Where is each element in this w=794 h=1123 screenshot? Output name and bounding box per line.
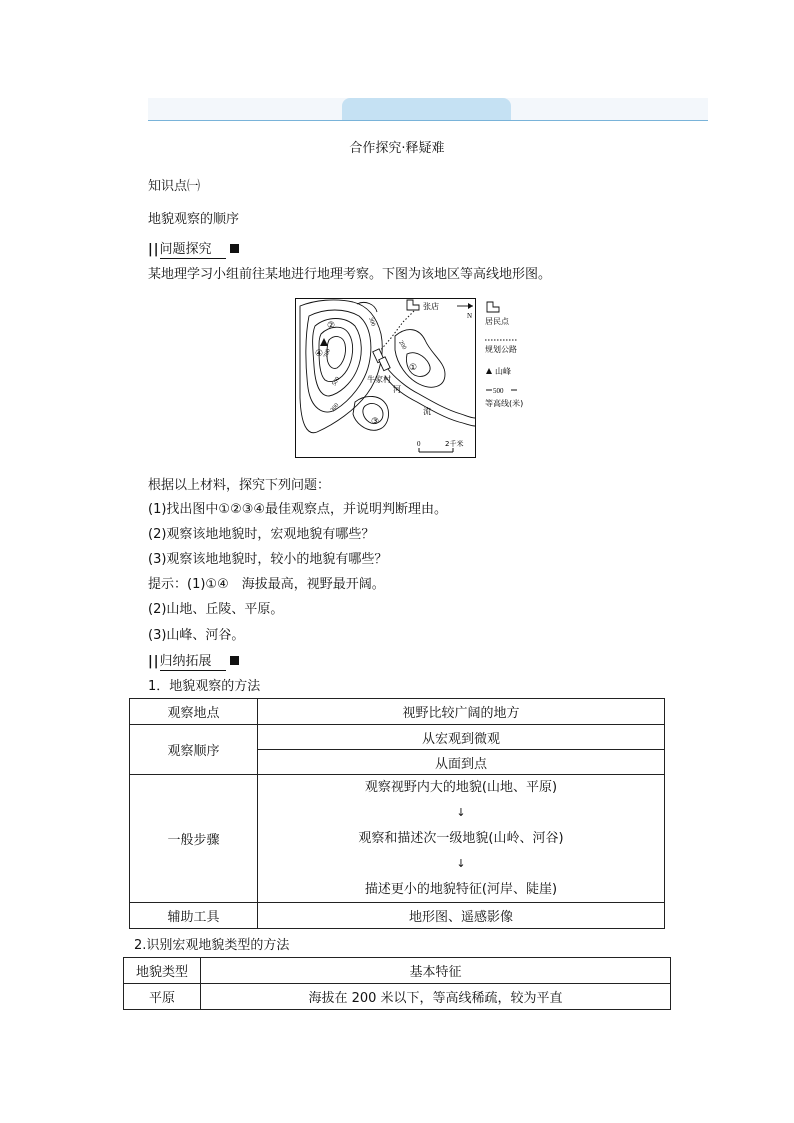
point-2-label: ② — [327, 321, 336, 331]
table-cell-feature: 海拔在 200 米以下，等高线稀疏，较为平直 — [201, 984, 671, 1010]
niujiacun-label: 牛家村 — [367, 375, 391, 384]
question-2: (2)观察该地地貌时，宏观地貌有哪些？ — [148, 527, 375, 542]
table-cell-label: 观察顺序 — [130, 725, 258, 775]
topic-heading: 地貌观察的顺序 — [148, 212, 240, 227]
landform-type-table — [123, 957, 671, 1010]
legend-peak-icon — [486, 368, 492, 374]
contour-label-700: 700 — [323, 348, 332, 359]
legend-settlement-icon — [487, 302, 499, 312]
contour-label-200: 200 — [397, 340, 407, 351]
table-cell-label: 一般步骤 — [130, 775, 258, 903]
legend-road: 规划公路 — [485, 345, 517, 354]
inquiry-section-heading — [148, 238, 239, 257]
table-header-type: 地貌类型 — [124, 958, 201, 984]
river-label-he: 河 — [393, 385, 401, 394]
answer-3: (3)山峰、河谷。 — [148, 628, 245, 643]
observation-method-table — [129, 698, 665, 929]
north-label: N — [467, 312, 473, 320]
scale-km: 2千米 — [445, 440, 464, 448]
question-3: (3)观察该地地貌时，较小的地貌有哪些？ — [148, 552, 388, 567]
page-title: 合作探究·释疑难 — [349, 141, 445, 156]
table-cell-value: 从宏观到微观 — [258, 725, 665, 750]
table-cell-label: 辅助工具 — [130, 903, 258, 929]
point-4-label: ④ — [315, 349, 324, 359]
header-rule — [148, 120, 708, 121]
questions-lead: 根据以上材料，探究下列问题： — [148, 478, 331, 493]
river-label-liu: 流 — [423, 407, 431, 416]
intro-paragraph: 某地理学习小组前往某地进行地理考察。下图为该地区等高线地形图。 — [148, 267, 552, 282]
method1-heading: 1．地貌观察的方法 — [148, 679, 261, 694]
legend-peak: 山峰 — [495, 367, 511, 376]
step-1: 观察视野内大的地貌(山地、平原) — [364, 780, 558, 795]
down-arrow-icon: ↓ — [456, 806, 466, 819]
section-label: 归纳拓展 — [160, 654, 226, 671]
contour-label-500: 500 — [331, 376, 342, 387]
table-row — [130, 699, 665, 725]
legend-contour: 等高线(米) — [485, 399, 524, 408]
table-row — [130, 775, 665, 903]
step-3: 描述更小的地貌特征(河岸、陡崖) — [364, 882, 558, 897]
table-row — [130, 903, 665, 929]
legend-settlement: 居民点 — [485, 317, 509, 326]
scale-zero: 0 — [417, 440, 421, 448]
zhangdian-label: 张店 — [423, 302, 439, 311]
table-row — [130, 725, 665, 750]
section-label: 问题探究 — [160, 242, 226, 259]
summary-section-heading — [148, 650, 239, 669]
contour-label-300a: 300 — [367, 316, 376, 328]
table-row — [124, 984, 671, 1010]
header-tab — [342, 98, 511, 120]
answer-2: (2)山地、丘陵、平原。 — [148, 602, 284, 617]
section-bars: || — [148, 242, 160, 257]
point-3-label: ③ — [371, 417, 380, 427]
contour-map — [295, 298, 530, 458]
step-2: 观察和描述次一级地貌(山岭、河谷) — [358, 831, 564, 846]
legend-contour-value: 500 — [493, 387, 504, 395]
table-header-feature: 基本特征 — [201, 958, 671, 984]
point-1-label: ① — [409, 363, 418, 373]
answer-1: 提示：(1)①④ 海拔最高，视野最开阔。 — [148, 577, 385, 592]
square-icon — [230, 656, 239, 665]
table-cell-type: 平原 — [124, 984, 201, 1010]
method2-heading: 2.识别宏观地貌类型的方法 — [134, 938, 290, 953]
section-bars: || — [148, 654, 160, 669]
table-cell-value: 从面到点 — [258, 750, 665, 775]
table-cell-steps — [258, 775, 665, 903]
table-cell-label: 观察地点 — [130, 699, 258, 725]
contour-label-300b: 300 — [329, 402, 341, 414]
square-icon — [230, 244, 239, 253]
knowledge-point-heading: 知识点㈠ — [148, 179, 201, 194]
table-cell-value: 地形图、遥感影像 — [258, 903, 665, 929]
down-arrow-icon: ↓ — [456, 857, 466, 870]
question-1: (1)找出图中①②③④最佳观察点，并说明判断理由。 — [148, 502, 448, 517]
table-header-row — [124, 958, 671, 984]
table-cell-value: 视野比较广阔的地方 — [258, 699, 665, 725]
